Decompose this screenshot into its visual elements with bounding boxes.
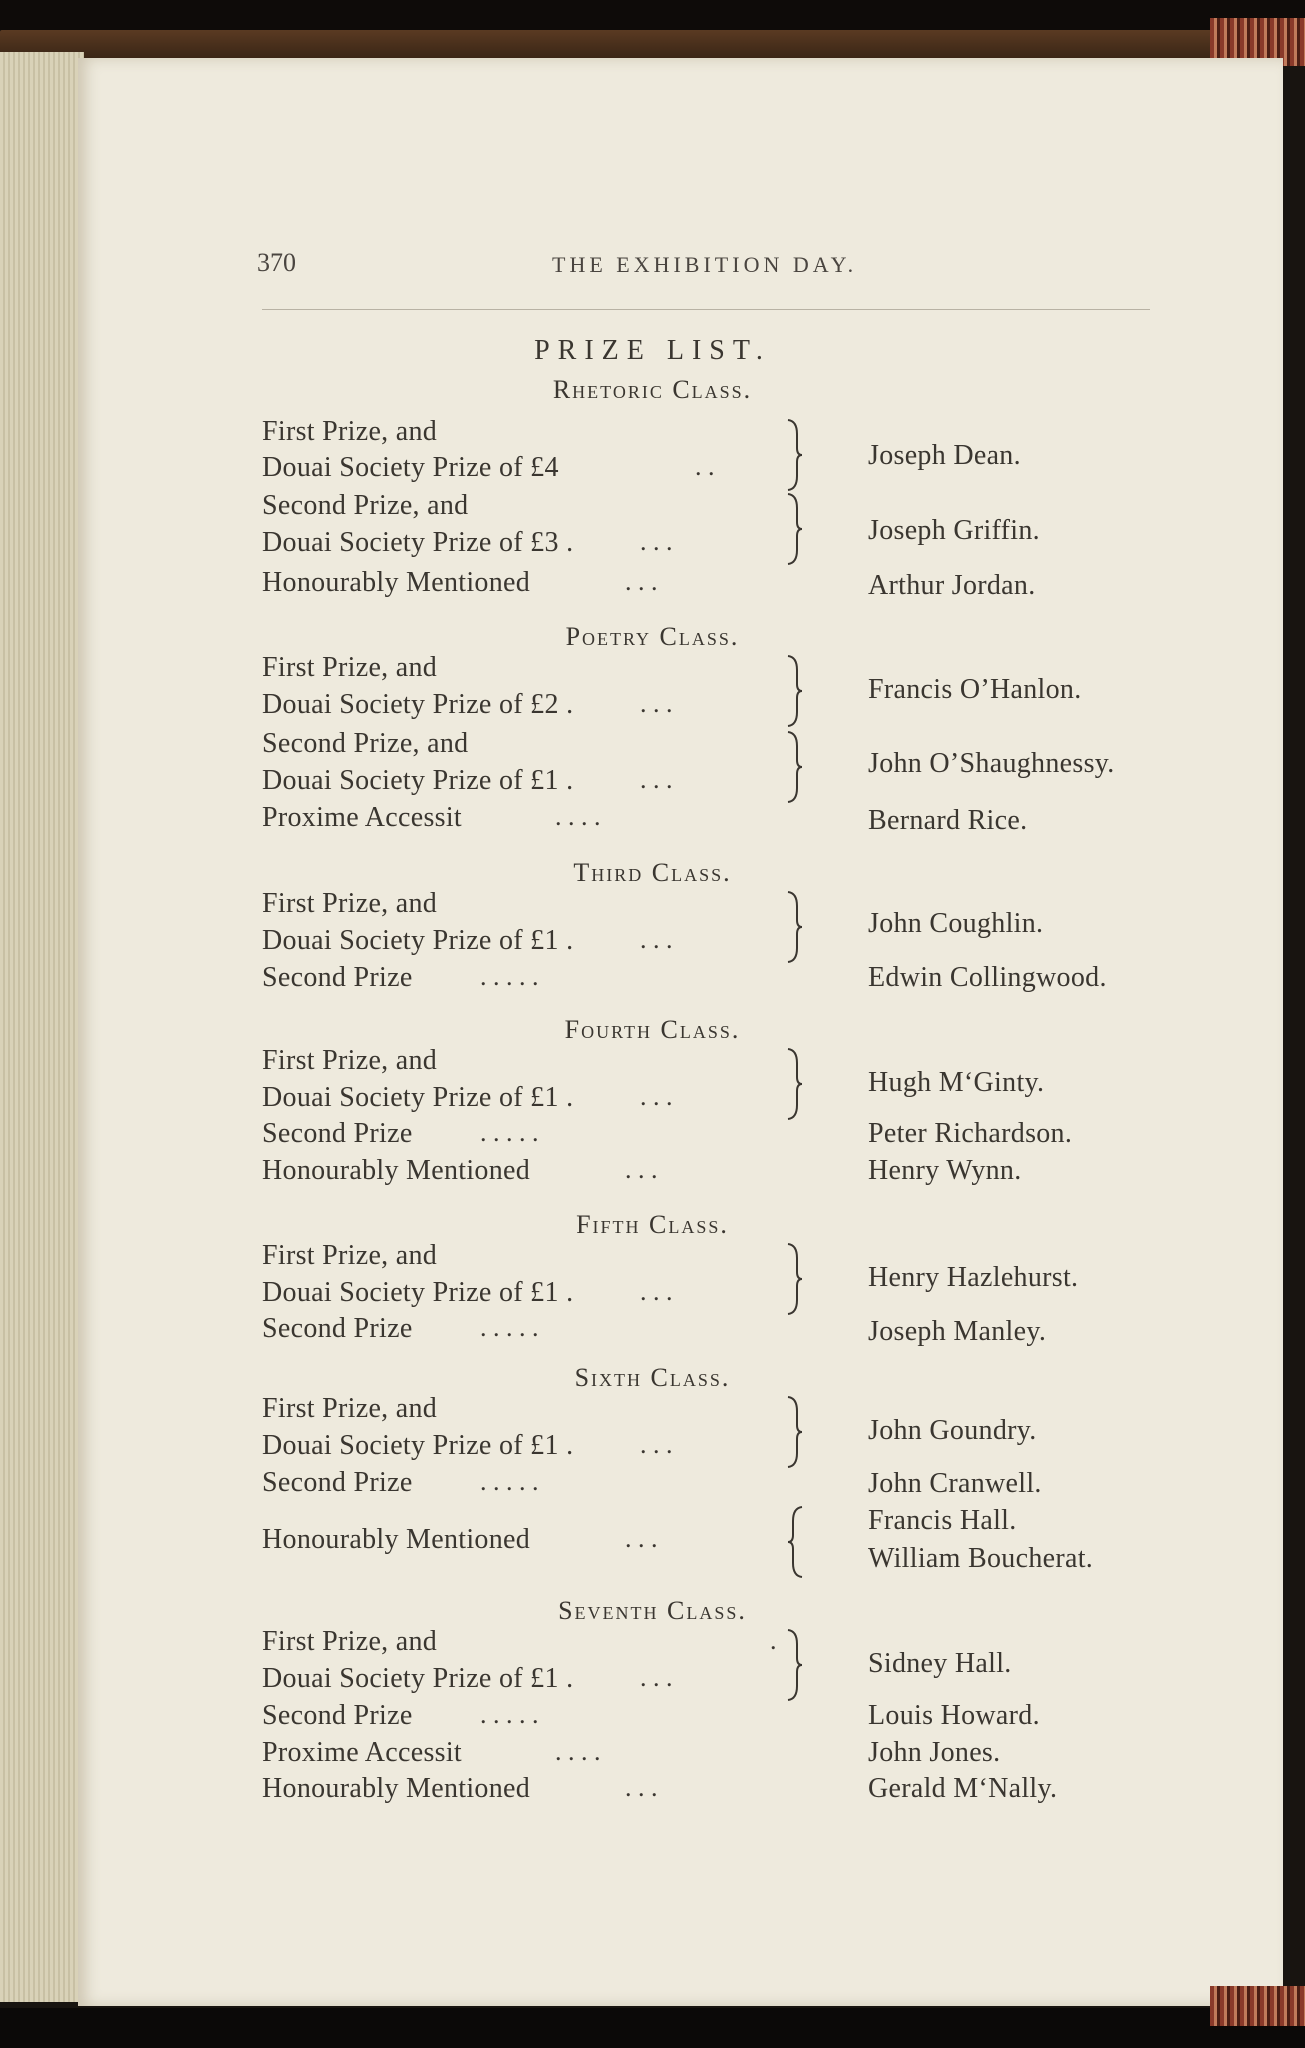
leader-dots: . . .: [640, 765, 673, 794]
winner-name: Arthur Jordan.: [868, 570, 1036, 601]
leader-dots: . . .: [625, 567, 658, 596]
prize-label: Douai Society Prize of £1 .: [262, 1430, 574, 1461]
leader-dots: . . .: [640, 1082, 673, 1111]
prize-label: Second Prize: [262, 1313, 413, 1344]
brace-icon: [784, 890, 806, 964]
prize-label: First Prize, and: [262, 652, 438, 683]
winner-name: Gerald M‘Nally.: [868, 1773, 1058, 1804]
leader-dots: . . .: [625, 1155, 658, 1184]
prize-label: Second Prize: [262, 1467, 413, 1498]
winner-name: Hugh M‘Ginty.: [868, 1067, 1045, 1098]
leader-dots: . . . . .: [480, 1467, 539, 1496]
leader-dots: . . .: [625, 1524, 658, 1553]
prize-label: First Prize, and: [262, 1240, 438, 1271]
prize-label: First Prize, and: [262, 1045, 438, 1076]
prize-label: Second Prize: [262, 1118, 413, 1149]
prize-label: First Prize, and: [262, 1626, 438, 1657]
prize-label: Honourably Mentioned: [262, 567, 531, 598]
brace-icon: [784, 1505, 806, 1579]
book-cover-edge: [0, 30, 1300, 58]
leader-dots: . . . .: [555, 802, 601, 831]
winner-name: Bernard Rice.: [868, 805, 1028, 836]
leader-dots: .: [770, 1626, 777, 1655]
brace-icon: [784, 730, 806, 804]
leader-dots: . . .: [625, 1773, 658, 1802]
winner-name: Edwin Collingwood.: [868, 962, 1107, 993]
prize-label: Douai Society Prize of £4: [262, 452, 559, 483]
prize-label: Douai Society Prize of £3 .: [262, 527, 574, 558]
leader-dots: . . .: [640, 925, 673, 954]
leader-dots: . . . .: [555, 1737, 601, 1766]
scan-background-bottom: [0, 2008, 1305, 2048]
winner-name: John Coughlin.: [868, 908, 1044, 939]
prize-label: Proxime Accessit: [262, 1737, 462, 1768]
running-head: THE EXHIBITION DAY.: [552, 252, 858, 277]
brace-icon: [784, 654, 806, 728]
winner-name: Sidney Hall.: [868, 1648, 1012, 1679]
brace-icon: [784, 492, 806, 566]
prize-label: First Prize, and: [262, 416, 438, 447]
section-heading-rhetoric: Rhetoric Class.: [552, 375, 753, 404]
winner-name: Joseph Manley.: [868, 1316, 1047, 1347]
winner-name: Henry Hazlehurst.: [868, 1262, 1079, 1293]
prize-label: Douai Society Prize of £1 .: [262, 765, 574, 796]
brace-icon: [784, 1047, 806, 1121]
prize-label: Douai Society Prize of £1 .: [262, 1663, 574, 1694]
winner-name: Francis Hall.: [868, 1505, 1017, 1536]
prize-label: Douai Society Prize of £1 .: [262, 1082, 574, 1113]
prize-label: Douai Society Prize of £2 .: [262, 689, 574, 720]
brace-icon: [784, 1242, 806, 1316]
winner-name: John Jones.: [868, 1737, 1001, 1768]
leader-dots: . . . . .: [480, 1313, 539, 1342]
page-title: PRIZE LIST.: [534, 335, 771, 366]
leader-dots: . . .: [640, 1277, 673, 1306]
section-heading-sixth: Sixth Class.: [574, 1363, 731, 1392]
winner-name: John Goundry.: [868, 1415, 1037, 1446]
brace-icon: [784, 1628, 806, 1702]
header-rule: [262, 309, 1150, 310]
section-heading-fifth: Fifth Class.: [576, 1210, 729, 1239]
leader-dots: . . . . .: [480, 1118, 539, 1147]
section-heading-seventh: Seventh Class.: [558, 1596, 747, 1625]
leader-dots: . .: [695, 452, 715, 481]
winner-name: Francis O’Hanlon.: [868, 674, 1082, 705]
winner-name: Henry Wynn.: [868, 1155, 1022, 1186]
prize-label: Honourably Mentioned: [262, 1155, 531, 1186]
prize-label: Honourably Mentioned: [262, 1773, 531, 1804]
brace-icon: [784, 1395, 806, 1469]
prize-label: Second Prize: [262, 962, 413, 993]
winner-name: John Cranwell.: [868, 1468, 1042, 1499]
leader-dots: . . . . .: [480, 962, 539, 991]
page-number: 370: [257, 248, 296, 277]
prize-label: Douai Society Prize of £1 .: [262, 925, 574, 956]
leader-dots: . . .: [640, 689, 673, 718]
winner-name: Peter Richardson.: [868, 1118, 1073, 1149]
prize-label: First Prize, and: [262, 1393, 438, 1424]
winner-name: Joseph Griffin.: [868, 515, 1040, 546]
leader-dots: . . . . .: [480, 1700, 539, 1729]
leader-dots: . . .: [640, 1663, 673, 1692]
section-heading-poetry: Poetry Class.: [565, 622, 740, 651]
winner-name: Joseph Dean.: [868, 440, 1021, 471]
leader-dots: . . .: [640, 1430, 673, 1459]
prize-label: Proxime Accessit: [262, 802, 462, 833]
prize-label: Second Prize, and: [262, 728, 469, 759]
section-heading-third: Third Class.: [573, 858, 732, 887]
prize-label: Douai Society Prize of £1 .: [262, 1277, 574, 1308]
prize-label: Second Prize, and: [262, 490, 469, 521]
prize-label: Honourably Mentioned: [262, 1524, 531, 1555]
brace-icon: [784, 418, 806, 492]
leader-dots: . . .: [640, 527, 673, 556]
section-heading-fourth: Fourth Class.: [564, 1015, 741, 1044]
prize-label: First Prize, and: [262, 888, 438, 919]
bookmark-ribbon-bottom: [1210, 1986, 1305, 2026]
winner-name: William Boucherat.: [868, 1543, 1094, 1574]
winner-name: Louis Howard.: [868, 1700, 1040, 1731]
winner-name: John O’Shaughnessy.: [868, 748, 1115, 779]
prize-label: Second Prize: [262, 1700, 413, 1731]
